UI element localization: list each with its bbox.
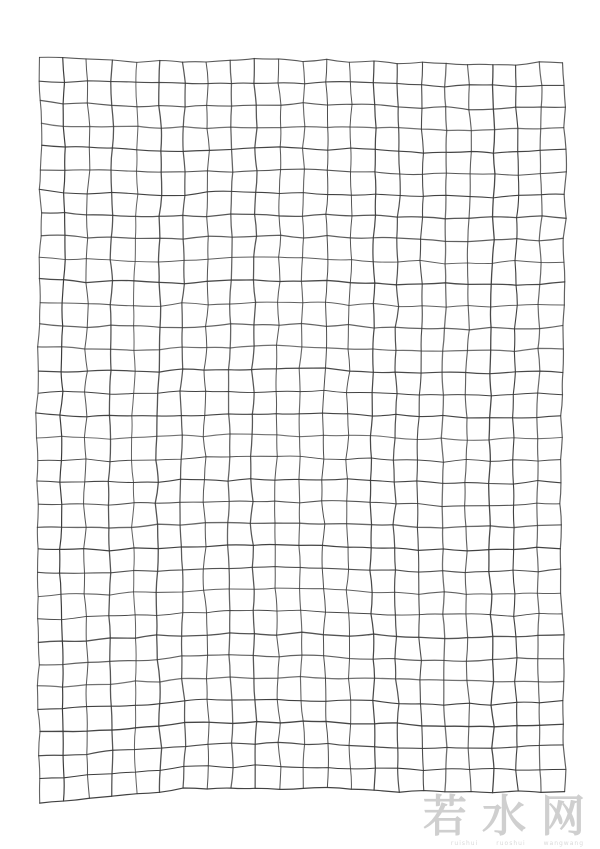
watermark-subtitle-1: ruishui [450, 840, 479, 847]
watermark-subtitle [451, 840, 584, 847]
watermark [423, 791, 586, 842]
watermark-subtitle-2: ruoshui [496, 840, 526, 847]
watermark-char-3: 网 [541, 791, 586, 842]
watermark-char-2: 水 [482, 791, 527, 842]
watermark-subtitle-3: wangwang [543, 840, 584, 847]
watermark-char-1: 若 [423, 791, 468, 842]
